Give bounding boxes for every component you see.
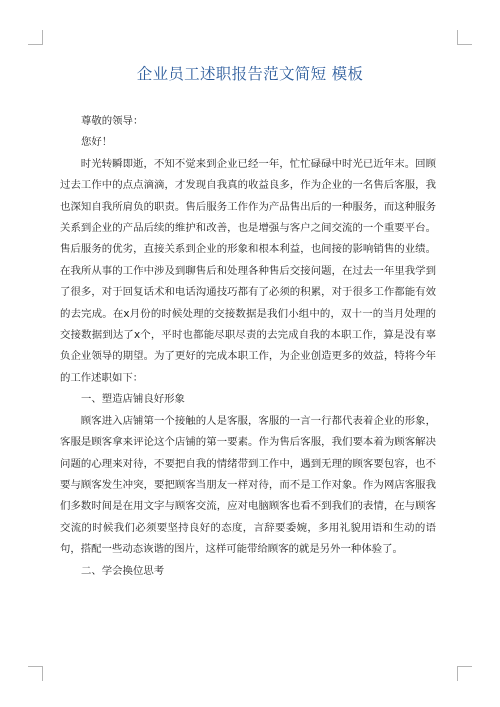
greeting: 您好！ bbox=[81, 136, 113, 149]
salutation: 尊敬的领导： bbox=[81, 115, 144, 127]
section-2-heading: 二、学会换位思考 bbox=[81, 564, 165, 577]
document-body bbox=[60, 111, 436, 582]
section-1-heading: 一、塑造店铺良好形象 bbox=[81, 393, 185, 406]
intro-paragraph: 时光转瞬即逝，不知不觉来到企业已经一年，忙忙碌碌中时光已近年末。回顾过去工作中的点点滴滴，才发现自我真的收益良多，作为企业的一名售后客服，我也深知自我所肩负的职责。售后服务工作作为产品售出后的一种服务，而这种服务关系到企业的产品后续的维护和改善，也是增强与客户之间交流的一个重要平台。售后服务的优劣，直接关系到企业的形象和根本利益，也间接的影响销售的业绩。在我所从事的工作中涉及到聊售后和处理各种售后交接问题，在过去一年里我学到了很多，对于回复话术和电话沟通技巧都有了必须的积累，对于很多工作都能有效的去完成。在x月份的时候处理的交接数据是我们小组中的，双十一的当月处理的交接数据到达了x个，平时也都能尽职尽责的去完成自我的本职工作，算是没有辜负企业领导的期望。为了更好的完成本职工作，为企业创造更多的效益，特将今年的工作述职如下： bbox=[60, 157, 436, 384]
page-corner-mark-top-right bbox=[457, 30, 472, 45]
document-title: 企业员工述职报告范文简短 模板 bbox=[136, 65, 364, 83]
page-corner-mark-bottom-right bbox=[457, 666, 472, 681]
page-corner-mark-top-left bbox=[28, 30, 43, 45]
page-corner-mark-bottom-left bbox=[28, 666, 43, 681]
section-1-paragraph: 顾客进入店铺第一个接触的人是客服，客服的一言一行都代表着企业的形象，客服是顾客拿来评论这个店铺的第一要素。作为售后客服，我们要本着为顾客解决问题的心理来对待，不要把自我的情绪带到工作中，遇到无理的顾客要包容，也不要与顾客发生冲突，要把顾客当朋友一样对待，而不是工作对象。作为网店客服我们多数时间是在用文字与顾客交流，应对电脑顾客也看不到我们的表情，在与顾客交流的时候我们必须要坚持良好的态度，言辞要委婉，多用礼貌用语和生动的语句，搭配一些动态诙谐的图片，这样可能带给顾客的就是另外一种体验了。 bbox=[60, 414, 436, 556]
